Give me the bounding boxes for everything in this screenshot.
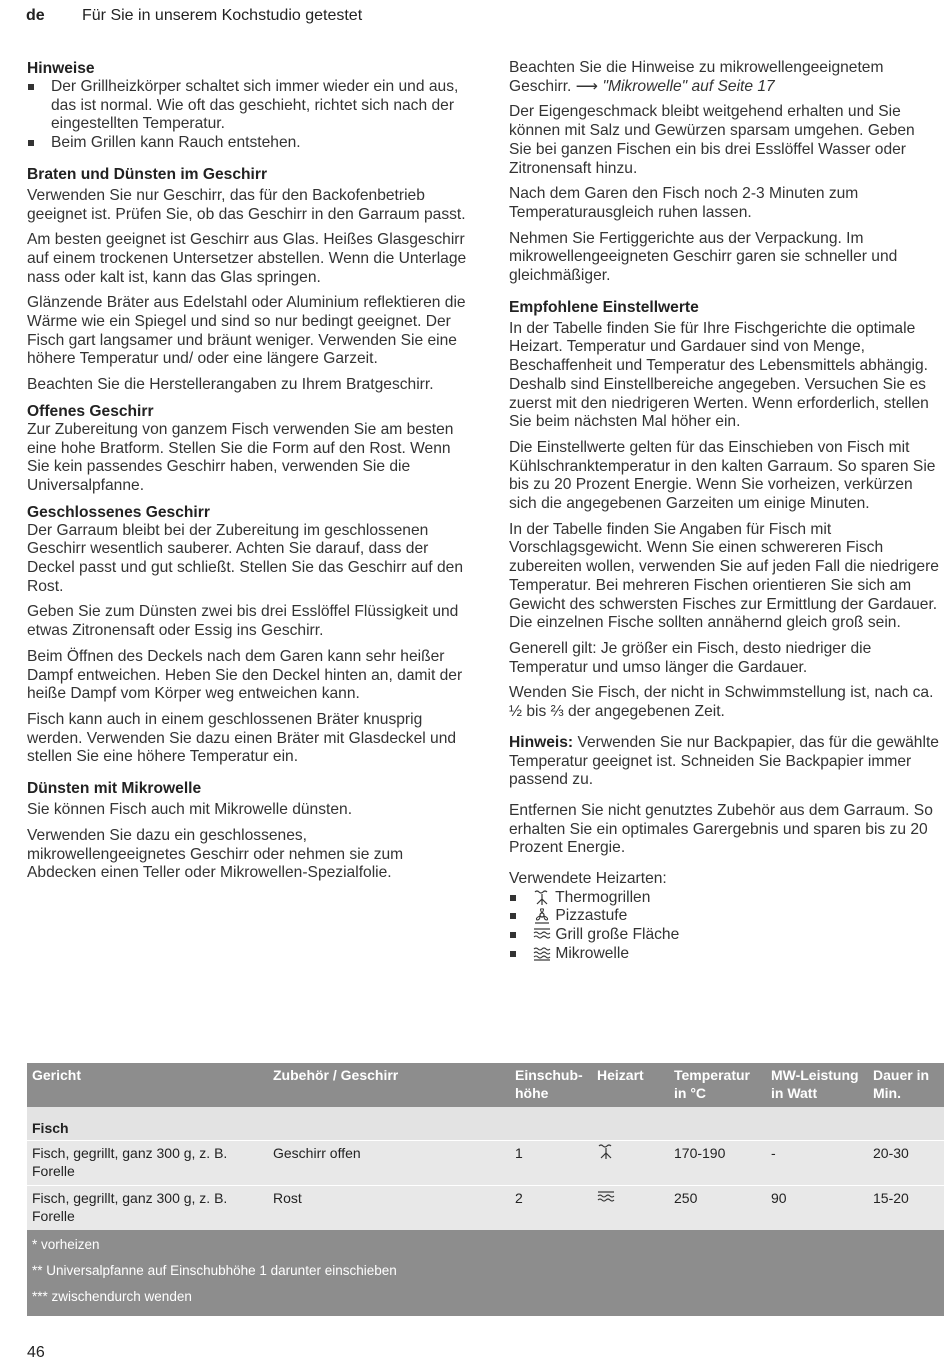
paragraph: Verwenden Sie nur Geschirr, das für den Backofenbetrieb geeignet ist. Prüfen Sie, ob das Geschirr in den Garraum passt. — [27, 186, 466, 223]
footnote: ** Universalpfanne auf Einschubhöhe 1 darunter einschieben — [27, 1258, 944, 1284]
footnote: *** zwischendurch wenden — [27, 1284, 944, 1316]
list-item — [509, 889, 941, 908]
paragraph — [509, 59, 941, 96]
mikrowelle-heading: Dünsten mit Mikrowelle — [27, 780, 202, 798]
paragraph: Der Garraum bleibt bei der Zubereitung im geschlossenen Geschirr wesentlich sauberer. Achten Sie darauf, dass der Deckel passt und gut schließt. Stellen Sie das Geschirr auf den Rost. — [27, 521, 463, 595]
table-row — [27, 1141, 944, 1186]
cell-dauer: 15-20 — [868, 1186, 944, 1231]
cell-mw: 90 — [766, 1186, 868, 1231]
paragraph: Der Eigengeschmack bleibt weitgehend erhalten und Sie können mit Salz und Gewürzen sparsam umgehen. Geben Sie bei ganzen Fischen ein bis drei Esslöffel Wasser oder Zitronensaft hinzu. — [509, 103, 915, 177]
list-item — [509, 926, 941, 945]
cell-zubehoer: Rost — [268, 1186, 510, 1231]
cell-mw: - — [766, 1141, 868, 1186]
column-header: Gericht — [27, 1063, 268, 1107]
heizarten-list — [509, 889, 941, 964]
table-row — [27, 1186, 944, 1231]
right-column — [509, 59, 941, 974]
column-header: Heizart — [592, 1063, 669, 1107]
column-header: Einschub-höhe — [510, 1063, 592, 1107]
footnote-row — [27, 1258, 944, 1284]
footnote-row — [27, 1230, 944, 1258]
paragraph: Beachten Sie die Herstellerangaben zu Ihrem Bratgeschirr. — [27, 376, 434, 394]
hinweise-list — [27, 78, 467, 153]
left-column — [27, 59, 467, 890]
thermogrill-icon — [597, 1144, 615, 1160]
paragraph: Entfernen Sie nicht genutztes Zubehör aus dem Garraum. So erhalten Sie ein optimales Garergebnis und sparen bis zu 20 Prozent Energie. — [509, 801, 933, 857]
geschlossen-heading: Geschlossenes Geschirr — [27, 503, 210, 521]
paragraph: Nehmen Sie Fertiggerichte aus der Verpackung. Im mikrowellengeeigneten Geschirr garen sie schneller und gleichmäßiger. — [509, 229, 898, 285]
paragraph: In der Tabelle finden Sie Angaben für Fisch mit Vorschlagsgewicht. Wenn Sie einen schwereren Fisch zubereiten wollen, verwenden Sie auf jeden Fall die niedrigere Temperatur. Bei mehreren Fischen orientieren Sie sich am Gewicht des schwersten Fisches zur Ermittlung der Gardauer. Die einzelnen Fische sollten annähernd gleich groß sein. — [509, 520, 939, 632]
cell-gericht: Fisch, gegrillt, ganz 300 g, z. B. Forelle — [27, 1141, 268, 1186]
heizarten-title: Verwendete Heizarten: — [509, 870, 667, 888]
paragraph: In der Tabelle finden Sie für Ihre Fischgerichte die optimale Heizart. Temperatur und Gardauer sind von Menge, Beschaffenheit und Temperatur des Lebensmittels abhängig. Deshalb sind Einstellbereiche angegeben. Versuchen Sie es zuerst mit den niedrigeren Werten. Wenn erforderlich, stellen Sie beim nächsten Mal höher ein. — [509, 319, 929, 431]
hinweis-note — [509, 734, 941, 790]
column-header: Temperatur in °C — [669, 1063, 766, 1107]
page-number: 46 — [27, 1344, 45, 1361]
footnote-row — [27, 1284, 944, 1316]
paragraph: Sie können Fisch auch mit Mikrowelle dünsten. — [27, 801, 353, 819]
paragraph: Geben Sie zum Dünsten zwei bis drei Esslöffel Flüssigkeit und etwas Zitronensaft oder Essig ins Geschirr. — [27, 603, 459, 640]
braten-heading: Braten und Dünsten im Geschirr — [27, 165, 268, 183]
heizart-label: Mikrowelle — [555, 944, 629, 962]
microwave-icon — [533, 946, 551, 962]
paragraph: Zur Zubereitung von ganzem Fisch verwenden Sie am besten eine hohe Bratform. Stellen Sie die Form auf den Rost. Wenn Sie kein passendes Geschirr haben, verwenden Sie die Universalpfanne. — [27, 420, 454, 494]
paragraph-text: Beachten Sie die Hinweise zu mikrowellengeeignetem Geschirr. — [509, 59, 884, 95]
grill-large-icon — [533, 927, 551, 943]
cell-heizart — [592, 1141, 669, 1186]
paragraph: Am besten geeignet ist Geschirr aus Glas. Heißes Glasgeschirr auf einem trockenen Untersetzer abstellen. Wenn die Unterlage nass oder kalt ist, kann das Glas springen. — [27, 231, 467, 286]
page-reference-link[interactable]: "Mikrowelle" auf Seite 17 — [602, 77, 775, 95]
cell-gericht: Fisch, gegrillt, ganz 300 g, z. B. Forelle — [27, 1186, 268, 1231]
note-text: Verwenden Sie nur Backpapier, das für die gewählte Temperatur geeignet ist. Schneiden Sie Backpapier immer passend zu. — [509, 733, 939, 789]
header-title: Für Sie in unserem Kochstudio getestet — [82, 7, 363, 24]
list-item: Der Grillheizkörper schaltet sich immer wieder ein und aus, das ist normal. Wie oft das geschieht, richtet sich nach der eingestellten Temperatur. — [27, 78, 467, 134]
list-item — [509, 907, 941, 926]
footnote: * vorheizen — [27, 1230, 944, 1258]
column-header: MW-Leistung in Watt — [766, 1063, 868, 1107]
list-item: Beim Grillen kann Rauch entstehen. — [27, 134, 467, 153]
column-header: Dauer in Min. — [868, 1063, 944, 1107]
page-header — [26, 7, 362, 25]
list-item — [509, 945, 941, 964]
heizart-label: Grill große Fläche — [555, 926, 680, 944]
heizart-label: Thermogrillen — [555, 888, 651, 906]
thermogrill-icon — [533, 890, 551, 906]
arrow-icon: ⟶ — [575, 77, 599, 95]
paragraph: Glänzende Bräter aus Edelstahl oder Aluminium reflektieren die Wärme wie ein Spiegel und sind so nur bedingt geeignet. Der Fisch gart langsamer und bräunt weniger. Verwenden Sie eine höhere Temperatur und/ oder eine längere Garzeit. — [27, 294, 466, 368]
grill-large-icon — [597, 1191, 615, 1203]
cell-zubehoer: Geschirr offen — [268, 1141, 510, 1186]
cell-dauer: 20-30 — [868, 1141, 944, 1186]
cell-temperatur: 250 — [669, 1186, 766, 1231]
cell-hoehe: 2 — [510, 1186, 592, 1231]
cell-heizart — [592, 1186, 669, 1231]
paragraph: Wenden Sie Fisch, der nicht in Schwimmstellung ist, nach ca. ½ bis ⅔ der angegebenen Zeit. — [509, 684, 934, 721]
heizart-label: Pizzastufe — [555, 907, 628, 925]
hinweise-heading: Hinweise — [27, 60, 95, 77]
paragraph: Beim Öffnen des Deckels nach dem Garen kann sehr heißer Dampf entweichen. Heben Sie den Deckel hinten an, damit der heiße Dampf vom Körper weg entweichen kann. — [27, 647, 463, 703]
offen-heading: Offenes Geschirr — [27, 402, 154, 420]
table-group-row — [27, 1107, 944, 1141]
paragraph: Fisch kann auch in einem geschlossenen Bräter knusprig werden. Verwenden Sie dazu einen Bräter mit Glasdeckel und stellen Sie eine höhere Temperatur ein. — [27, 710, 457, 766]
column-header: Zubehör / Geschirr — [268, 1063, 510, 1107]
empfohlene-heading: Empfohlene Einstellwerte — [509, 298, 699, 316]
cell-hoehe: 1 — [510, 1141, 592, 1186]
paragraph: Die Einstellwerte gelten für das Einschieben von Fisch mit Kühlschranktemperatur in den kalten Garraum. So sparen Sie bis zu 20 Prozent Energie. Wenn Sie vorheizen, verkürzen sich die angegebenen Garzeiten um einige Minuten. — [509, 438, 936, 513]
note-label: Hinweis: — [509, 733, 574, 751]
language-code: de — [26, 7, 45, 24]
group-label: Fisch — [27, 1107, 944, 1141]
paragraph: Nach dem Garen den Fisch noch 2-3 Minuten zum Temperaturausgleich ruhen lassen. — [509, 185, 859, 221]
paragraph: Verwenden Sie dazu ein geschlossenes, mikrowellengeeignetes Geschirr oder nehmen sie zum Abdecken einen Teller oder Mikrowellen-Spezialfolie. — [27, 826, 404, 882]
table-header-row — [27, 1063, 944, 1107]
paragraph: Generell gilt: Je größer ein Fisch, desto niedriger die Temperatur und umso länger die Gardauer. — [509, 639, 872, 676]
cell-temperatur: 170-190 — [669, 1141, 766, 1186]
pizza-icon — [533, 908, 551, 924]
settings-table — [27, 1063, 944, 1316]
